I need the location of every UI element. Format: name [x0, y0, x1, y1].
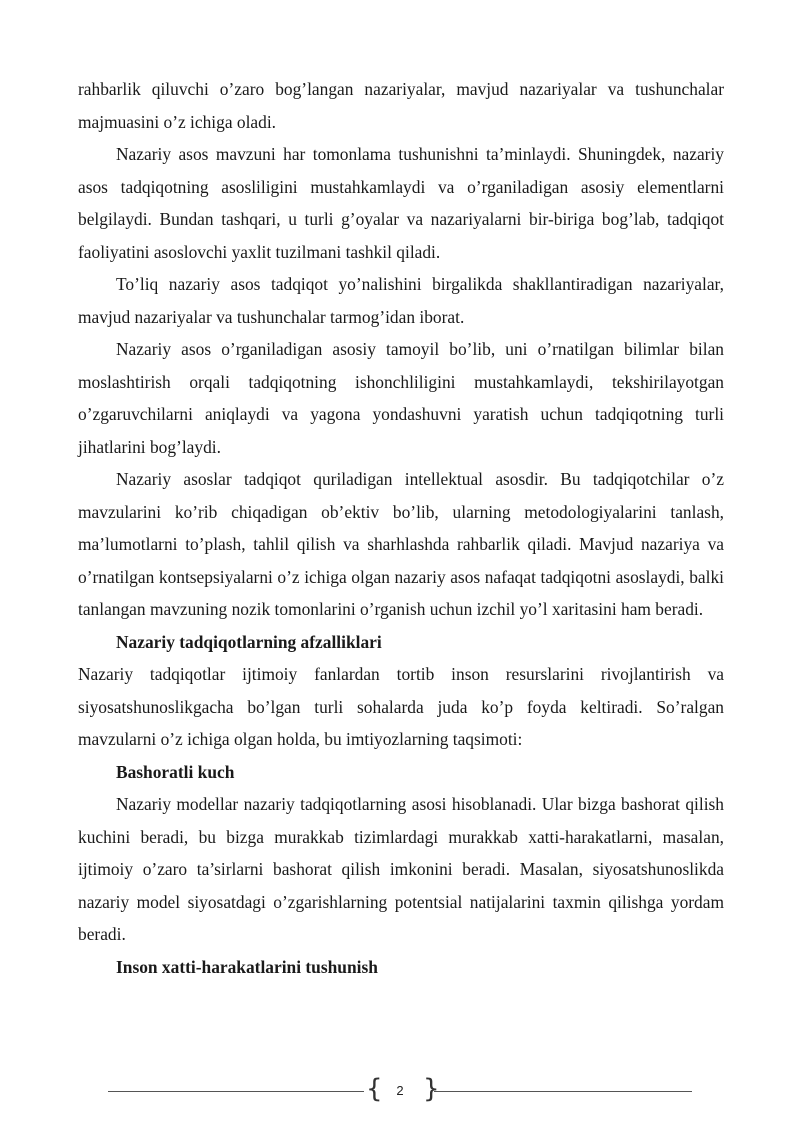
right-brace-icon: } [423, 1074, 440, 1104]
footer-rule-right [434, 1091, 692, 1092]
section-heading: Nazariy tadqiqotlarning afzalliklari [116, 631, 382, 652]
page-number: 2 [396, 1083, 404, 1098]
footer-rule-left [108, 1091, 364, 1092]
paragraph: To’liq nazariy asos tadqiqot yo’nalishini birgalikda shakllantiradigan nazariyalar, mavjud nazariyalar va tushunchalar tarmog’idan iborat. [78, 274, 724, 327]
paragraph: Nazariy modellar nazariy tadqiqotlarning asosi hisoblanadi. Ular bizga bashorat qilish kuchini beradi, bu bizga murakkab tizimlardagi murakkab xatti-harakatlarni, masalan, ijtimoiy o’zaro ta’sirlarni bashorat qilish imkonini beradi. Masalan, siyosatshunoslikda nazariy model siyosatdagi o’zgarishlarning potentsial natijalarini taxmin qilishga yordam beradi. [78, 794, 724, 944]
paragraph: Nazariy tadqiqotlar ijtimoiy fanlardan tortib inson resurslarini rivojlantirish va siyosatshunoslikgacha bo’lgan turli sohalarda juda ko’p foyda keltiradi. So’ralgan mavzularni o’z ichiga olgan holda, bu imtiyozlarning taqsimoti: [78, 664, 724, 749]
paragraph: Nazariy asoslar tadqiqot quriladigan intellektual asosdir. Bu tadqiqotchilar o’z mavzularini ko’rib chiqadigan ob’ektiv bo’lib, ularning metodologiyalarini tanlash, ma’lumotlarni to’plash, tahlil qilish va sharhlashda rahbarlik qiladi. Mavjud nazariya va o’rnatilgan kontsepsiyalarni o’z ichiga olgan nazariy asos nafaqat tadqiqotni asoslaydi, balki tanlangan mavzuning nozik tomonlarini o’rganish uchun izchil yo’l xaritasini ham beradi. [78, 469, 724, 619]
left-brace-icon: { [366, 1074, 383, 1104]
section-heading: Inson xatti-harakatlarini tushunish [116, 956, 378, 977]
section-heading: Bashoratli kuch [116, 761, 235, 782]
page-footer [108, 1076, 692, 1106]
paragraph: rahbarlik qiluvchi o’zaro bog’langan nazariyalar, mavjud nazariyalar va tushunchalar majmuasini o’z ichiga oladi. [78, 79, 724, 132]
document-body [78, 73, 724, 983]
paragraph: Nazariy asos mavzuni har tomonlama tushunishni ta’minlaydi. Shuningdek, nazariy asos tadqiqotning asosliligini mustahkamlaydi va o’rganiladigan asosiy elementlarni belgilaydi. Bundan tashqari, u turli g’oyalar va nazariyalarni bir-biriga bog’lab, tadqiqot faoliyatini asoslovchi yaxlit tuzilmani tashkil qiladi. [78, 144, 724, 262]
paragraph: Nazariy asos o’rganiladigan asosiy tamoyil bo’lib, uni o’rnatilgan bilimlar bilan moslashtirish orqali tadqiqotning ishonchliligini mustahkamlaydi, tekshirilayotgan o’zgaruvchilarni aniqlaydi va yagona yondashuvni yaratish uchun tadqiqotning turli jihatlarini bog’laydi. [78, 339, 724, 457]
